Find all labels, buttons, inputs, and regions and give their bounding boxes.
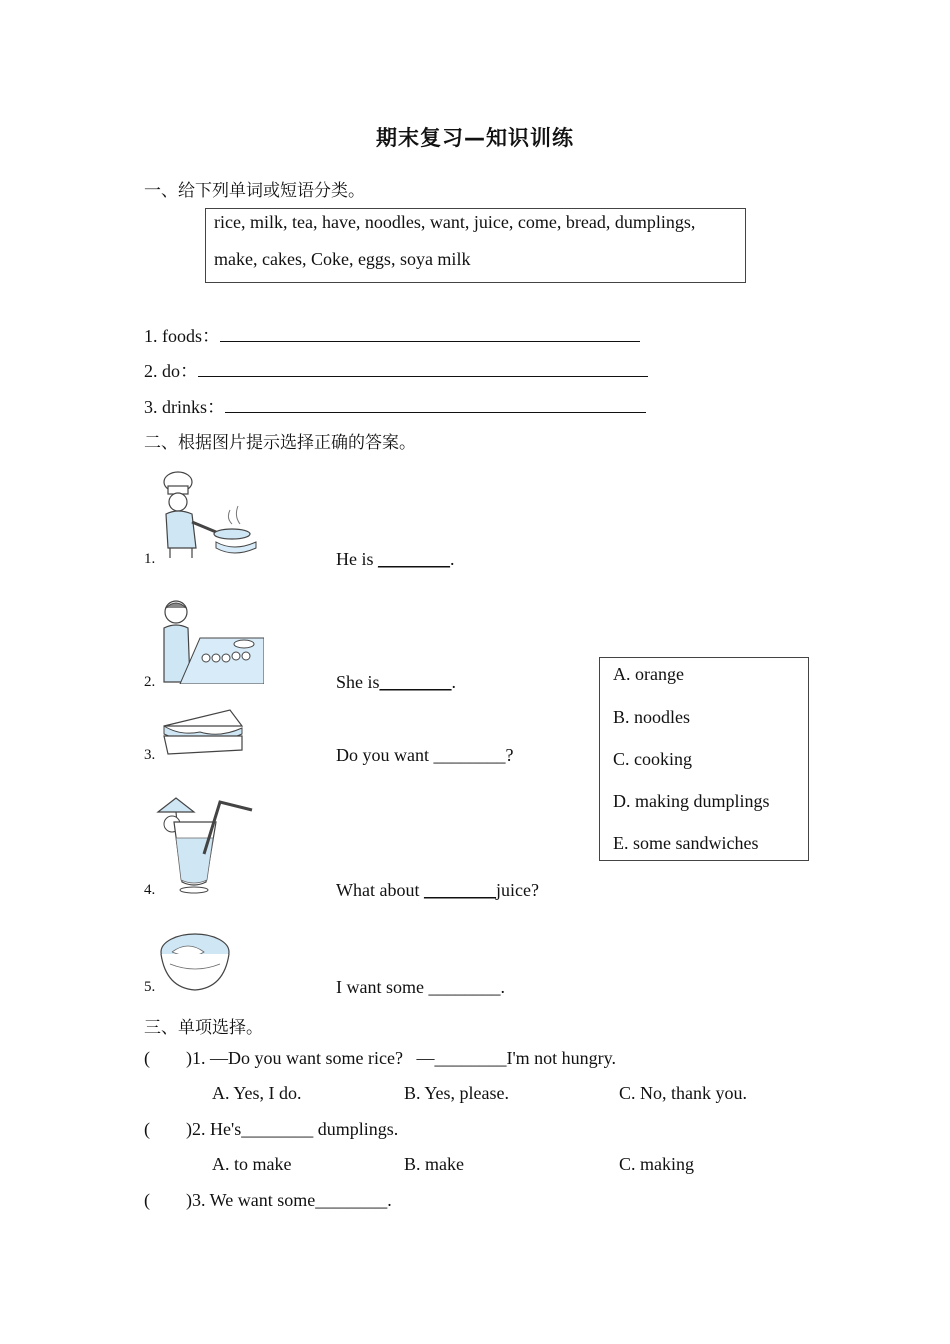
classify-label-do: 2. do：: [144, 361, 198, 381]
question-1-text: 1. —Do you want some rice? —________I'm not hungry.: [192, 1048, 617, 1068]
answer-paren-1[interactable]: ( ): [144, 1048, 192, 1068]
q2-choice-b[interactable]: B. make: [404, 1154, 464, 1174]
answer-paren-3[interactable]: ( ): [144, 1190, 192, 1210]
option-a: A. orange: [613, 664, 684, 684]
picture-sentence-1: [336, 549, 455, 570]
answer-line-drinks[interactable]: [225, 396, 646, 413]
word-bank-line-2: make, cakes, Coke, eggs, soya milk: [214, 249, 471, 269]
sentence-5-before: I want some: [336, 977, 429, 997]
option-b: B. noodles: [613, 707, 691, 727]
classify-item-foods: [144, 322, 640, 348]
q2-choice-a[interactable]: A. to make: [212, 1154, 292, 1174]
sentence-2-blank[interactable]: ________: [379, 672, 452, 692]
picture-item-number-1: 1.: [144, 551, 156, 567]
sentence-4-blank[interactable]: ________: [423, 880, 496, 900]
option-e: E. some sandwiches: [613, 833, 759, 853]
picture-sentence-5: [336, 977, 505, 998]
picture-item-number-2: 2.: [144, 674, 156, 690]
picture-sentence-2: [336, 672, 456, 693]
word-bank-box: [205, 208, 746, 283]
question-3: [144, 1190, 392, 1211]
q1-choice-b[interactable]: B. Yes, please.: [404, 1083, 510, 1103]
sentence-4-after: juice?: [495, 880, 539, 900]
answer-line-do[interactable]: [198, 360, 648, 377]
classify-item-do: [144, 357, 648, 383]
page-title: 期末复习—知识训练: [376, 126, 574, 150]
sentence-2-after: .: [451, 672, 457, 692]
picture-item-number-5: 5.: [144, 979, 156, 995]
sentence-3-blank[interactable]: ________: [433, 745, 506, 765]
question-2: [144, 1119, 398, 1140]
classify-item-drinks: [144, 393, 646, 419]
sentence-5-after: .: [500, 977, 505, 997]
sentence-1-before: He is: [336, 549, 378, 569]
picture-sentence-3: [336, 745, 514, 766]
woman-making-dumplings-icon: [160, 598, 264, 684]
juice-glass-icon: [154, 794, 258, 896]
option-c: C. cooking: [613, 749, 692, 769]
classify-label-drinks: 3. drinks：: [144, 397, 225, 417]
q1-choice-c[interactable]: C. No, thank you.: [619, 1083, 747, 1103]
picture-item-number-3: 3.: [144, 747, 156, 763]
q1-choice-a[interactable]: A. Yes, I do.: [212, 1083, 302, 1103]
option-d: D. making dumplings: [613, 791, 770, 811]
sentence-3-after: ?: [505, 745, 514, 765]
section3-heading: 三、单项选择。: [144, 1018, 263, 1038]
sentence-5-blank[interactable]: ________: [428, 977, 501, 997]
answer-paren-2[interactable]: ( ): [144, 1119, 192, 1139]
question-1: [144, 1048, 616, 1069]
q2-choice-c[interactable]: C. making: [619, 1154, 694, 1174]
picture-sentence-4: [336, 880, 539, 901]
picture-item-number-4: 4.: [144, 882, 156, 898]
sandwich-icon: [160, 706, 246, 758]
question-3-text: 3. We want some________.: [192, 1190, 392, 1210]
sentence-1-after: .: [450, 549, 455, 569]
question-2-text: 2. He's________ dumplings.: [192, 1119, 399, 1139]
options-box: [599, 657, 809, 861]
noodle-bowl-icon: [158, 930, 232, 994]
section1-heading: 一、给下列单词或短语分类。: [144, 181, 365, 201]
section2-heading: 二、根据图片提示选择正确的答案。: [144, 433, 416, 453]
word-bank-line-1: rice, milk, tea, have, noodles, want, juice, come, bread, dumplings,: [214, 212, 696, 232]
sentence-1-blank[interactable]: ________: [378, 549, 450, 569]
classify-label-foods: 1. foods：: [144, 326, 220, 346]
sentence-4-before: What about: [336, 880, 424, 900]
answer-line-foods[interactable]: [220, 325, 640, 342]
sentence-2-before: She is: [336, 672, 380, 692]
chef-cooking-icon: [156, 470, 266, 560]
sentence-3-before: Do you want: [336, 745, 434, 765]
